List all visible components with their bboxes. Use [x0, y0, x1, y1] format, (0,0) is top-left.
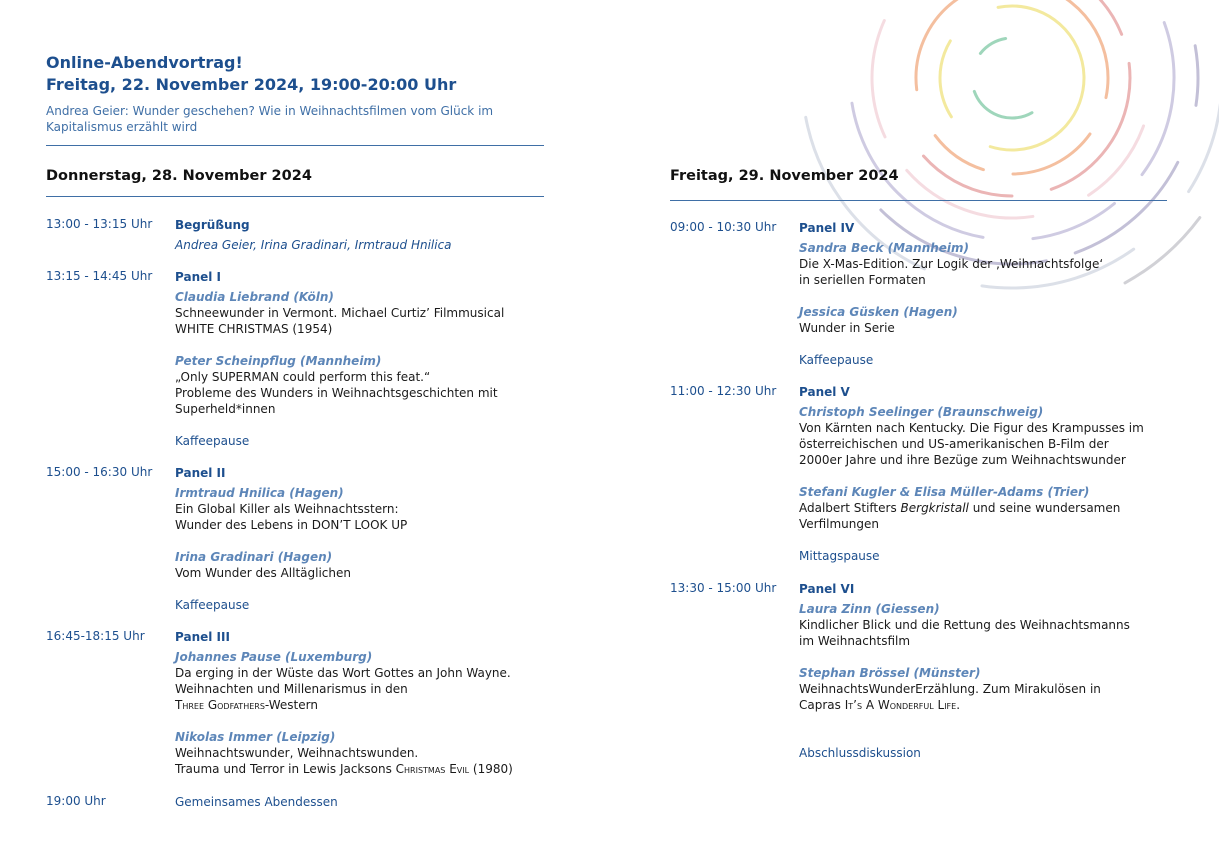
- talk-title: Da erging in der Wüste das Wort Gottes an John Wayne.: [175, 666, 511, 680]
- talk-title: „Only SUPERMAN could perform this feat.“: [175, 370, 431, 384]
- film-title: Three Godfathers: [175, 698, 265, 712]
- speaker-name: Jessica Güsken (Hagen): [799, 305, 958, 319]
- talk-title: Verfilmungen: [799, 517, 879, 531]
- slot-time: 13:00 - 13:15 Uhr: [46, 217, 153, 231]
- talk-title: [175, 697, 535, 713]
- talk-title-prefix: Capras: [799, 698, 845, 712]
- talk-title-suffix: und seine wundersamen: [968, 501, 1121, 515]
- talk-title: WeihnachtsWunderErzählung. Zum Mirakulösen in: [799, 682, 1101, 696]
- talk-title-prefix: Trauma und Terror in Lewis Jacksons: [175, 762, 396, 776]
- dinner-event: Gemeinsames Abendessen: [175, 795, 338, 809]
- speaker-name: Irmtraud Hnilica (Hagen): [175, 486, 344, 500]
- talk-title: Superheld*innen: [175, 402, 276, 416]
- film-title: Christmas Evil: [395, 762, 470, 776]
- talk-title-suffix: .: [956, 698, 961, 712]
- slot-time: 13:15 - 14:45 Uhr: [46, 269, 153, 283]
- evening-lecture-block: [46, 52, 544, 135]
- talk-title: Wunder des Lebens in DON’T LOOK UP: [175, 518, 408, 532]
- slot-time: 13:30 - 15:00 Uhr: [670, 581, 777, 595]
- talk-title: österreichischen und US-amerikanischen B-Film der: [799, 437, 1109, 451]
- work-title: Bergkristall: [900, 501, 969, 515]
- talk-title: Schneewunder in Vermont. Michael Curtiz’ Filmmusical: [175, 306, 505, 320]
- slot-time: 16:45-18:15 Uhr: [46, 629, 145, 643]
- talk-title: im Weihnachtsfilm: [799, 634, 911, 648]
- talk-title: WHITE CHRISTMAS (1954): [175, 322, 333, 336]
- talk-title: [799, 697, 1159, 713]
- talk-title: Weihnachten und Millenarismus in den: [175, 682, 408, 696]
- film-title: It’s A Wonderful Life: [844, 698, 957, 712]
- slot-time: 09:00 - 10:30 Uhr: [670, 220, 777, 234]
- speaker-list: Andrea Geier, Irina Gradinari, Irmtraud Hnilica: [175, 238, 452, 252]
- speaker-name: Irina Gradinari (Hagen): [175, 550, 333, 564]
- divider: [670, 200, 1167, 201]
- talk-title: Weihnachtswunder, Weihnachtswunden.: [175, 746, 419, 760]
- speaker-name: Stephan Brössel (Münster): [799, 666, 981, 680]
- talk-title: Von Kärnten nach Kentucky. Die Figur des Krampusses im: [799, 421, 1144, 435]
- closing-discussion: Abschlussdiskussion: [799, 746, 921, 760]
- speaker-name: Peter Scheinpflug (Mannheim): [175, 354, 382, 368]
- speaker-name: Claudia Liebrand (Köln): [175, 290, 334, 304]
- divider: [46, 196, 544, 197]
- panel-heading: Panel II: [175, 466, 226, 480]
- slot-heading: Begrüßung: [175, 218, 250, 232]
- coffee-break: Kaffeepause: [799, 353, 874, 367]
- talk-title: [799, 500, 1159, 516]
- panel-heading: Panel VI: [799, 582, 855, 596]
- slot-time: 19:00 Uhr: [46, 794, 106, 808]
- speaker-name: Johannes Pause (Luxemburg): [175, 650, 373, 664]
- speaker-name: Christoph Seelinger (Braunschweig): [799, 405, 1044, 419]
- panel-heading: Panel V: [799, 385, 850, 399]
- evening-lecture-date: Freitag, 22. November 2024, 19:00-20:00 Uhr: [46, 75, 457, 94]
- panel-heading: Panel I: [175, 270, 222, 284]
- talk-title: Kindlicher Blick und die Rettung des Weihnachtsmanns: [799, 618, 1130, 632]
- thursday-title: Donnerstag, 28. November 2024: [46, 168, 312, 184]
- speaker-name: Laura Zinn (Giessen): [799, 602, 940, 616]
- coffee-break: Kaffeepause: [175, 598, 250, 612]
- talk-title-suffix: -Western: [264, 698, 318, 712]
- evening-lecture-label: Online-Abendvortrag!: [46, 53, 243, 72]
- speaker-name: Stefani Kugler & Elisa Müller-Adams (Trier): [799, 485, 1090, 499]
- divider: [46, 145, 544, 146]
- talk-title-suffix: (1980): [469, 762, 513, 776]
- talk-title: 2000er Jahre und ihre Bezüge zum Weihnachtswunder: [799, 453, 1126, 467]
- slot-time: 15:00 - 16:30 Uhr: [46, 465, 153, 479]
- speaker-name: Nikolas Immer (Leipzig): [175, 730, 336, 744]
- evening-lecture-description: Andrea Geier: Wunder geschehen? Wie in Weihnachtsfilmen vom Glück im Kapitalismus erzählt wird: [46, 104, 494, 134]
- talk-title: Probleme des Wunders in Weihnachtsgeschichten mit: [175, 386, 498, 400]
- panel-heading: Panel III: [175, 630, 230, 644]
- lunch-break: Mittagspause: [799, 549, 880, 563]
- talk-title: Vom Wunder des Alltäglichen: [175, 566, 351, 580]
- talk-title: [175, 761, 535, 777]
- slot-time: 11:00 - 12:30 Uhr: [670, 384, 777, 398]
- friday-title: Freitag, 29. November 2024: [670, 168, 899, 184]
- speaker-name: Sandra Beck (Mannheim): [799, 241, 970, 255]
- talk-title: Wunder in Serie: [799, 321, 895, 335]
- talk-title: Die X-Mas-Edition. Zur Logik der ‚Weihnachtsfolge‘: [799, 257, 1104, 271]
- talk-title: Ein Global Killer als Weihnachtsstern:: [175, 502, 399, 516]
- coffee-break: Kaffeepause: [175, 434, 250, 448]
- panel-heading: Panel IV: [799, 221, 855, 235]
- talk-title: in seriellen Formaten: [799, 273, 926, 287]
- talk-title-prefix: Adalbert Stifters: [799, 501, 901, 515]
